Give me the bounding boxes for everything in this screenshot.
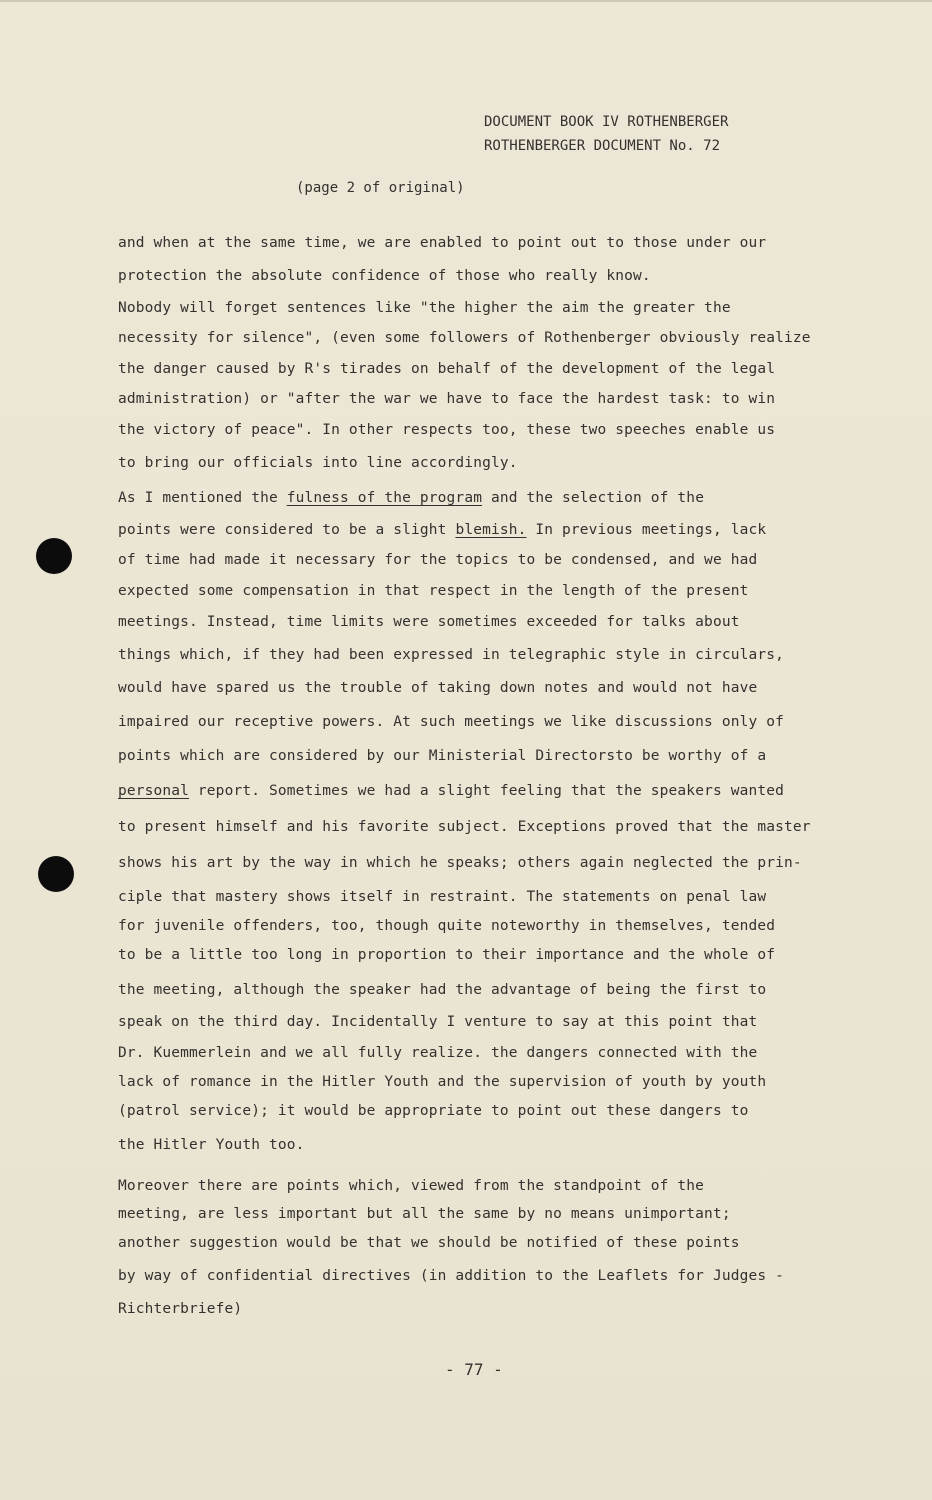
- text-line: another suggestion would be that we should be notified of these points: [118, 1235, 740, 1251]
- text-line: Dr. Kuemmerlein and we all fully realize. the dangers connected with the: [118, 1045, 758, 1061]
- text-line: meetings. Instead, time limits were sometimes exceeded for talks about: [118, 614, 740, 630]
- text-line: the meeting, although the speaker had the advantage of being the first to: [118, 982, 767, 998]
- text-line: administration) or "after the war we have to face the hardest task: to win: [118, 391, 776, 407]
- text-line: shows his art by the way in which he speaks; others again neglected the prin-: [118, 855, 802, 871]
- text-line: by way of confidential directives (in addition to the Leaflets for Judges -: [118, 1268, 784, 1284]
- text-line: the danger caused by R's tirades on behalf of the development of the legal: [118, 361, 776, 377]
- text-line: the Hitler Youth too.: [118, 1137, 305, 1153]
- header-line-2: ROTHENBERGER DOCUMENT No. 72: [484, 138, 721, 154]
- top-edge-line: [0, 0, 932, 2]
- page-reference: (page 2 of original): [296, 180, 465, 196]
- text-line: points which are considered by our Ministerial Directorsto be worthy of a: [118, 748, 767, 764]
- text-line: [118, 783, 784, 799]
- text-line: to bring our officials into line accordingly.: [118, 455, 518, 471]
- text-line: would have spared us the trouble of taking down notes and would not have: [118, 680, 758, 696]
- text-line: impaired our receptive powers. At such meetings we like discussions only of: [118, 714, 784, 730]
- document-header: [484, 110, 728, 158]
- punch-hole-upper: [36, 538, 72, 574]
- text-line: the victory of peace". In other respects too, these two speeches enable us: [118, 422, 776, 438]
- text-segment: As I mentioned the: [118, 490, 287, 506]
- text-line: Nobody will forget sentences like "the higher the aim the greater the: [118, 300, 731, 316]
- punch-hole-lower: [38, 856, 74, 892]
- text-segment: report. Sometimes we had a slight feeling that the speakers wanted: [189, 783, 784, 799]
- text-line: Moreover there are points which, viewed from the standpoint of the: [118, 1178, 705, 1194]
- text-line: for juvenile offenders, too, though quite noteworthy in themselves, tended: [118, 918, 776, 934]
- text-line: meeting, are less important but all the same by no means unimportant;: [118, 1206, 731, 1222]
- text-line: to be a little too long in proportion to their importance and the whole of: [118, 947, 776, 963]
- text-line: things which, if they had been expressed in telegraphic style in circulars,: [118, 647, 784, 663]
- text-segment: and the selection of the: [482, 490, 705, 506]
- text-line: (patrol service); it would be appropriate to point out these dangers to: [118, 1103, 749, 1119]
- text-line: and when at the same time, we are enabled to point out to those under our: [118, 235, 767, 251]
- text-line: to present himself and his favorite subject. Exceptions proved that the master: [118, 819, 811, 835]
- text-line: of time had made it necessary for the topics to be condensed, and we had: [118, 552, 758, 568]
- text-line: [118, 522, 766, 538]
- header-line-1: DOCUMENT BOOK IV ROTHENBERGER: [484, 114, 729, 130]
- text-line: Richterbriefe): [118, 1301, 243, 1317]
- underlined-word: blemish.: [455, 522, 527, 538]
- text-line: protection the absolute confidence of those who really know.: [118, 268, 651, 284]
- text-segment: points were considered to be a slight: [118, 522, 456, 538]
- underlined-word: personal: [118, 783, 190, 799]
- text-line: lack of romance in the Hitler Youth and the supervision of youth by youth: [118, 1074, 767, 1090]
- page-number: - 77 -: [445, 1360, 503, 1379]
- text-line: necessity for silence", (even some followers of Rothenberger obviously realize: [118, 330, 811, 346]
- text-segment: In previous meetings, lack: [526, 522, 767, 538]
- text-line: expected some compensation in that respect in the length of the present: [118, 583, 749, 599]
- text-line: speak on the third day. Incidentally I venture to say at this point that: [118, 1014, 758, 1030]
- underlined-phrase: fulness of the program: [286, 490, 483, 506]
- text-line: [118, 490, 704, 506]
- text-line: ciple that mastery shows itself in restraint. The statements on penal law: [118, 889, 767, 905]
